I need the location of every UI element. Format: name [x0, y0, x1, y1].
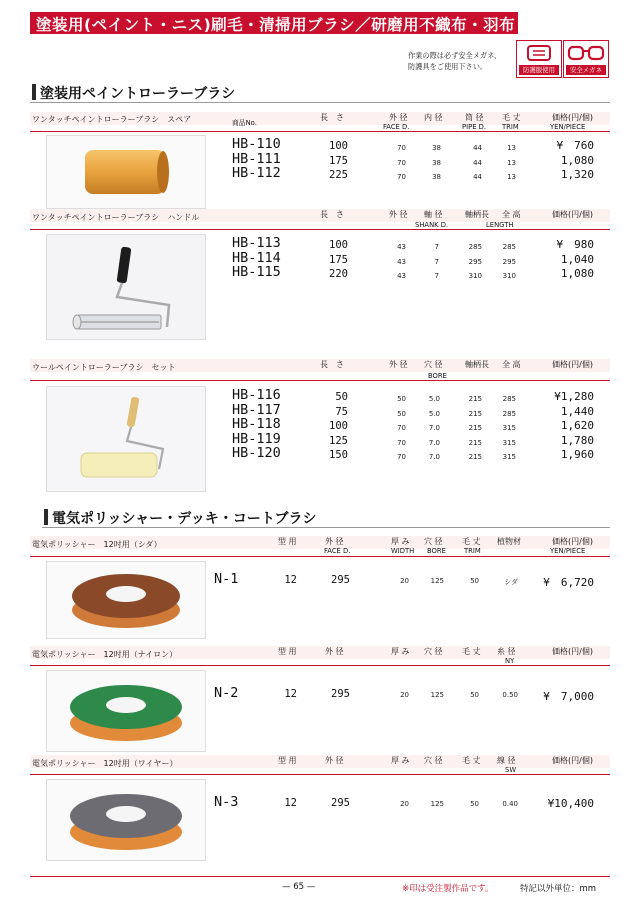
- col-price: 価格(円/個): [552, 360, 593, 369]
- price-value: ¥ 760: [556, 139, 594, 152]
- table5-name: 電気ポリッシャー 12吋用（ナイロン）: [32, 650, 178, 659]
- shank-len-value: 215: [468, 395, 482, 403]
- sub-bore: BORE: [428, 372, 447, 380]
- col-height: 全 高: [502, 210, 521, 219]
- price-value: ¥ 6,720: [543, 576, 594, 589]
- section-marker: [32, 84, 36, 100]
- shank-len-value: 310: [468, 272, 482, 280]
- col-price: 価格(円/個): [552, 113, 593, 122]
- length-value: 175: [329, 154, 348, 167]
- table-rule: [30, 131, 610, 132]
- col-length: 長 さ: [320, 210, 344, 219]
- col-wire-d: 糸 径: [497, 647, 516, 656]
- height-value: 285: [502, 395, 516, 403]
- price-value: 1,320: [560, 168, 594, 181]
- outer-d-value: 295: [331, 797, 350, 809]
- trim-value: 50: [470, 691, 479, 699]
- col-trim: 毛 丈: [462, 756, 481, 765]
- shank-len-value: 215: [468, 453, 482, 461]
- price-value: 1,780: [560, 433, 594, 447]
- table-rule: [30, 665, 610, 666]
- roller-spare-photo: [46, 135, 206, 209]
- outer-d-value: 70: [397, 453, 406, 461]
- price-value: 1,960: [560, 448, 594, 461]
- sub-bore: BORE: [427, 547, 446, 555]
- length-value: 50: [335, 391, 348, 403]
- col-outer-d: 外 径: [389, 210, 408, 219]
- table1-name: ワンタッチペイントローラーブラシ スペア: [32, 115, 192, 124]
- trim-value: 13: [507, 158, 516, 167]
- bore-value: 5.0: [428, 395, 440, 403]
- col-length: 長 さ: [320, 113, 344, 122]
- fern-brush-photo: [46, 561, 206, 639]
- length-value: 220: [329, 268, 348, 280]
- col-bore: 穴 径: [424, 537, 443, 546]
- shank-len-value: 295: [468, 257, 482, 266]
- price-value: 1,040: [560, 252, 594, 266]
- col-price: 価格(円/個): [552, 647, 593, 656]
- outer-d-value: 295: [331, 688, 350, 700]
- col-outer-d: 外 径: [389, 113, 408, 122]
- sub-sw: SW: [505, 766, 517, 774]
- col-shank-len: 軸柄長: [465, 210, 489, 219]
- wire-d-value: 0.50: [502, 691, 518, 699]
- sub-yen-piece: YEN/PIECE: [550, 547, 586, 555]
- outer-d-value: 43: [397, 257, 406, 266]
- product-code: HB-117: [232, 401, 281, 418]
- sub-shank-d: SHANK D.: [415, 221, 449, 229]
- col-height: 全 高: [502, 360, 521, 369]
- shank-d-value: 7: [434, 243, 439, 251]
- col-trim: 毛 丈: [502, 113, 521, 122]
- product-code: HB-113: [232, 235, 281, 251]
- width-value: 20: [400, 691, 409, 699]
- wire-polisher-brush-image: [47, 780, 205, 860]
- wire-brush-photo: [46, 779, 206, 861]
- outer-d-value: 70: [397, 158, 406, 167]
- col-shank-d: 軸 径: [424, 210, 443, 219]
- shank-d-value: 7: [434, 272, 439, 280]
- product-code: HB-118: [232, 416, 281, 432]
- safety-glasses-badge: [563, 40, 609, 78]
- col-bore: 穴 径: [424, 756, 443, 765]
- col-shank-len: 軸柄長: [465, 360, 489, 369]
- page-number: — 65 —: [282, 882, 316, 892]
- col-wire-d: 線 径: [497, 756, 516, 765]
- protective-clothing-label: 防護服使用: [519, 65, 559, 75]
- length-value: 100: [329, 420, 348, 432]
- sub-yen-piece: YEN/PIECE: [550, 123, 586, 131]
- sub-trim: TRIM: [464, 547, 481, 555]
- sub-length: LENGTH: [486, 221, 514, 229]
- col-trim: 毛 丈: [462, 647, 481, 656]
- col-length: 長 さ: [320, 360, 344, 369]
- shank-d-value: 7: [434, 257, 439, 266]
- product-code: N-2: [214, 685, 239, 701]
- sub-pipe-d: PIPE D.: [462, 123, 487, 131]
- size-value: 12: [284, 797, 297, 809]
- bore-value: 5.0: [428, 409, 440, 418]
- product-code: HB-112: [232, 165, 281, 181]
- outer-d-value: 50: [397, 395, 406, 403]
- table4-name: 電気ポリッシャー 12吋用（シダ）: [32, 540, 162, 549]
- pipe-d-value: 44: [473, 144, 482, 152]
- length-value: 225: [329, 169, 348, 181]
- table-row: [232, 137, 281, 181]
- section2-title: 電気ポリッシャー・デッキ・コートブラシ: [52, 511, 317, 527]
- sub-width: WIDTH: [391, 547, 415, 555]
- safety-notice-line1: 作業の際は必ず安全メガネ、: [408, 51, 502, 60]
- sub-trim: TRIM: [502, 123, 519, 131]
- bore-value: 125: [430, 691, 444, 699]
- table-rule: [30, 774, 610, 775]
- outer-d-value: 70: [397, 144, 406, 152]
- safety-glasses-icon: [564, 41, 608, 65]
- col-outer-d: 外 径: [325, 537, 344, 546]
- col-bore: 穴 径: [424, 360, 443, 369]
- height-value: 310: [502, 272, 516, 280]
- col-outer-d: 外 径: [325, 647, 344, 656]
- price-value: 1,620: [560, 419, 594, 432]
- protective-clothing-badge: [516, 40, 562, 78]
- wool-roller-photo: [46, 386, 206, 492]
- outer-d-value: 50: [397, 409, 406, 418]
- bore-value: 125: [430, 800, 444, 808]
- product-code: N-1: [214, 571, 239, 587]
- col-type: 型 用: [278, 756, 297, 765]
- bore-value: 7.0: [428, 424, 440, 432]
- length-value: 150: [329, 449, 348, 461]
- col-material: 植物材: [497, 537, 521, 546]
- page-banner: [30, 12, 518, 34]
- product-code: HB-111: [232, 150, 281, 167]
- inner-d-value: 38: [432, 144, 441, 152]
- price-value: ¥ 7,000: [543, 690, 594, 703]
- product-code: HB-115: [232, 264, 281, 280]
- pipe-d-value: 44: [473, 158, 482, 167]
- height-value: 295: [502, 257, 516, 266]
- shank-len-value: 215: [468, 438, 482, 447]
- product-code: HB-116: [232, 387, 281, 403]
- price-value: 1,440: [560, 404, 594, 418]
- protective-clothing-icon: [517, 41, 561, 65]
- inner-d-value: 38: [432, 158, 441, 167]
- table6-name: 電気ポリッシャー 12吋用（ワイヤー）: [32, 759, 178, 768]
- pipe-d-value: 44: [473, 173, 482, 181]
- footer-rule: [30, 876, 610, 877]
- bore-value: 7.0: [428, 438, 440, 447]
- col-trim: 毛 丈: [462, 537, 481, 546]
- roller-cover-image: [47, 136, 205, 208]
- col-outer-d: 外 径: [389, 360, 408, 369]
- product-code: N-3: [214, 794, 239, 810]
- outer-d-value: 43: [397, 243, 406, 251]
- width-value: 20: [400, 577, 409, 585]
- col-type: 型 用: [278, 537, 297, 546]
- col-bore: 穴 径: [424, 647, 443, 656]
- wire-d-value: 0.40: [502, 800, 518, 808]
- trim-value: 50: [470, 800, 479, 808]
- trim-value: 13: [507, 144, 516, 152]
- sub-ny: NY: [505, 657, 515, 665]
- price-value: ¥10,400: [547, 797, 594, 810]
- inner-d-value: 38: [432, 173, 441, 181]
- product-code: HB-120: [232, 445, 281, 461]
- shank-len-value: 215: [468, 424, 482, 432]
- col-type: 型 用: [278, 647, 297, 656]
- trim-value: 50: [470, 577, 479, 585]
- length-value: 125: [329, 434, 348, 447]
- size-value: 12: [284, 688, 297, 700]
- section-divider: [42, 527, 610, 528]
- col-width: 厚 み: [391, 756, 410, 765]
- banner-title: 塗装用(ペイント・ニス)刷毛・清掃用ブラシ／研磨用不織布・羽布: [36, 16, 516, 34]
- custom-order-note: ※印は受注製作品です。: [402, 884, 494, 894]
- bore-value: 125: [430, 577, 444, 585]
- outer-d-value: 70: [397, 173, 406, 181]
- fern-polisher-brush-image: [47, 562, 205, 638]
- bore-value: 7.0: [428, 453, 440, 461]
- roller-handle-image: [47, 235, 205, 339]
- col-width: 厚 み: [391, 537, 410, 546]
- table3-name: ウールペイントローラーブラシ セット: [32, 363, 176, 372]
- shank-len-value: 215: [468, 409, 482, 418]
- col-price: 価格(円/個): [552, 537, 593, 546]
- safety-notice-line2: 防護具をご使用下さい。: [408, 62, 488, 71]
- price-value: ¥1,280: [554, 390, 594, 403]
- length-value: 100: [329, 239, 348, 251]
- length-value: 75: [335, 405, 348, 418]
- code-column-label: 商品No.: [232, 119, 257, 127]
- col-outer-d: 外 径: [325, 756, 344, 765]
- wool-roller-image: [47, 387, 205, 491]
- width-value: 20: [400, 800, 409, 808]
- col-price: 価格(円/個): [552, 756, 593, 765]
- trim-value: 13: [507, 173, 516, 181]
- col-pipe-d: 筒 径: [465, 113, 484, 122]
- product-code: HB-114: [232, 249, 281, 266]
- section-divider: [30, 102, 610, 103]
- section-marker: [44, 509, 48, 525]
- safety-notice: [408, 50, 501, 72]
- table-rule: [30, 380, 610, 381]
- nylon-brush-photo: [46, 670, 206, 752]
- height-value: 285: [502, 243, 516, 251]
- height-value: 315: [502, 438, 516, 447]
- outer-d-value: 70: [397, 438, 406, 447]
- price-value: 1,080: [560, 267, 594, 280]
- outer-d-value: 70: [397, 424, 406, 432]
- length-value: 175: [329, 253, 348, 266]
- table-rule: [30, 556, 610, 557]
- length-value: 100: [329, 140, 348, 152]
- price-value: 1,080: [560, 153, 594, 167]
- size-value: 12: [284, 574, 297, 586]
- safety-glasses-label: 安全メガネ: [566, 65, 606, 75]
- sub-face-d: FACE D.: [324, 547, 351, 555]
- product-code: HB-119: [232, 430, 281, 447]
- height-value: 285: [502, 409, 516, 418]
- height-value: 315: [502, 424, 516, 432]
- nylon-polisher-brush-image: [47, 671, 205, 751]
- roller-handle-photo: [46, 234, 206, 340]
- product-code: HB-110: [232, 136, 281, 152]
- section1-title: 塗装用ペイントローラーブラシ: [40, 86, 236, 102]
- material-value: シダ: [504, 578, 518, 586]
- height-value: 315: [502, 453, 516, 461]
- table2-name: ワンタッチペイントローラーブラシ ハンドル: [32, 213, 200, 222]
- col-width: 厚 み: [391, 647, 410, 656]
- table-rule: [30, 229, 610, 230]
- outer-d-value: 43: [397, 272, 406, 280]
- col-price: 価格(円/個): [552, 210, 593, 219]
- outer-d-value: 295: [331, 574, 350, 586]
- shank-len-value: 285: [468, 243, 482, 251]
- col-inner-d: 内 径: [424, 113, 443, 122]
- price-value: ¥ 980: [556, 238, 594, 251]
- sub-face-d: FACE D.: [383, 123, 410, 131]
- units-note: 特記以外単位：mm: [520, 884, 597, 894]
